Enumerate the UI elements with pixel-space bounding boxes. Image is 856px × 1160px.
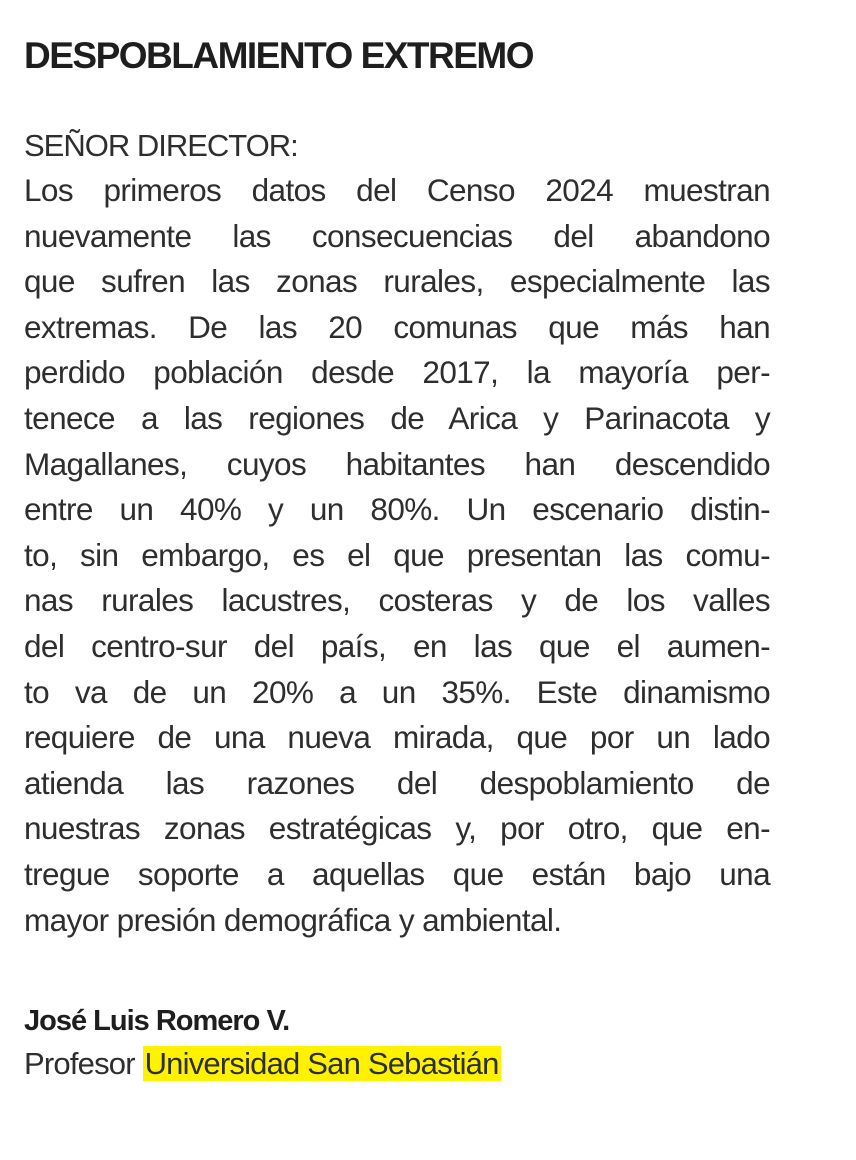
body-line: nas rurales lacustres, costeras y de los valles [24, 582, 770, 619]
body-line: Los primeros datos del Censo 2024 muestran [24, 172, 770, 208]
body-line: tenece a las regiones de Arica y Parinacota y [24, 399, 770, 436]
signature-block [24, 1001, 770, 1087]
body-line: to va de un 20% a un 35%. Este dinamismo [24, 673, 770, 710]
letter-to-editor [24, 30, 770, 1087]
body-line: que sufren las zonas rurales, especialmente las [24, 263, 770, 300]
headline: DESPOBLAMIENTO EXTREMO [24, 35, 534, 76]
salutation: SEÑOR DIRECTOR: [24, 128, 298, 163]
author-affiliation [24, 1041, 770, 1087]
affiliation-institution-highlighted: Universidad San Sebastián [144, 1046, 499, 1082]
body-line: nuestras zonas estratégicas y, por otro, que en- [24, 810, 770, 847]
body-line: atienda las razones del despoblamiento de [24, 764, 770, 801]
body-line: extremas. De las 20 comunas que más han [24, 308, 770, 345]
body-line: Magallanes, cuyos habitantes han descendido [24, 445, 770, 482]
body-line: nuevamente las consecuencias del abandono [24, 217, 770, 254]
body-line: tregue soporte a aquellas que están bajo una [24, 855, 770, 892]
author-name: José Luis Romero V. [24, 1005, 290, 1038]
body-line: requiere de una nueva mirada, que por un lado [24, 719, 770, 756]
body-line: entre un 40% y un 80%. Un escenario distin- [24, 491, 770, 528]
body-line: mayor presión demográfica y ambiental. [24, 901, 562, 938]
body-line: to, sin embargo, es el que presentan las comu- [24, 536, 770, 573]
letter-body [24, 168, 770, 943]
body-line: perdido población desde 2017, la mayoría per- [24, 354, 770, 391]
body-line: del centro-sur del país, en las que el aumen- [24, 627, 770, 664]
affiliation-prefix: Profesor [24, 1046, 135, 1082]
